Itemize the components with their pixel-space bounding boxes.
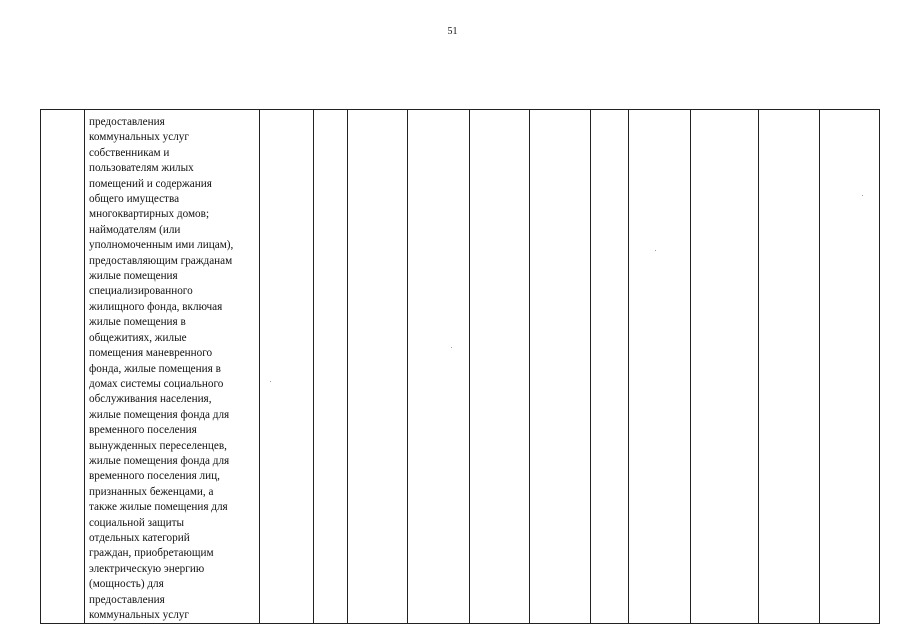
description-text [89,115,256,623]
scan-speck [655,250,656,251]
description-line: жилищного фонда, включая [89,300,223,313]
description-line: домах системы социального [89,377,224,390]
empty-cell [629,110,691,624]
description-line: также жилые помещения для [89,501,228,514]
row-number-cell [41,110,85,624]
empty-cell [759,110,820,624]
description-line: фонда, жилые помещения в [89,362,221,375]
description-line: предоставления [89,593,165,606]
empty-cell [820,110,880,624]
scan-speck [451,347,452,348]
description-line: социальной защиты [89,516,185,529]
description-line: (мощность) для [89,578,164,591]
empty-cell [314,110,348,624]
description-line: пользователям жилых [89,162,194,175]
description-line: многоквартирных домов; [89,208,210,221]
empty-cell [260,110,314,624]
description-line: жилые помещения в [89,316,186,329]
description-line: граждан, приобретающим [89,547,214,560]
description-line: помещений и содержания [89,177,212,190]
description-line: собственникам и [89,146,170,159]
description-line: предоставления [89,116,165,128]
description-line: общежитиях, жилые [89,331,187,344]
description-line: уполномоченным ими лицам), [89,239,234,252]
empty-cell [408,110,470,624]
scan-speck [270,381,271,382]
empty-cell [530,110,591,624]
description-line: коммунальных услуг [89,131,189,144]
description-line: обслуживания населения, [89,393,212,406]
description-line: жилые помещения фонда для [89,454,230,467]
data-table [40,109,880,624]
description-line: признанных беженцами, а [89,485,214,498]
table-row [41,110,880,624]
description-line: коммунальных услуг [89,609,189,621]
description-line: вынужденных переселенцев, [89,439,227,452]
empty-cell [591,110,629,624]
description-line: жилые помещения [89,270,178,283]
description-line: наймодателям (или [89,223,181,236]
description-line: предоставляющим гражданам [89,254,233,267]
scan-speck [862,195,863,196]
description-line: временного поселения лиц, [89,470,220,483]
empty-cell [691,110,759,624]
description-line: общего имущества [89,193,180,206]
page-number: 51 [447,26,458,37]
description-cell [85,110,260,624]
description-line: отдельных категорий [89,531,190,544]
empty-cell [348,110,408,624]
description-line: жилые помещения фонда для [89,408,230,421]
description-line: специализированного [89,285,193,298]
description-line: временного поселения [89,424,197,437]
description-line: помещения маневренного [89,347,213,360]
empty-cell [470,110,530,624]
description-line: электрическую энергию [89,562,205,575]
